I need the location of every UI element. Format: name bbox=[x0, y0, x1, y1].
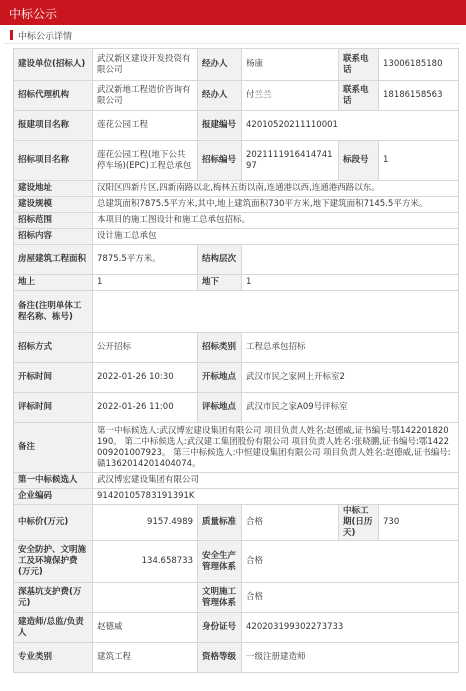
cell-label: 结构层次 bbox=[198, 245, 242, 275]
cell-label: 地下 bbox=[198, 275, 242, 291]
cell-value: 一级注册建造师 bbox=[242, 643, 459, 673]
cell-value: 第一中标候选人:武汉博宏建设集团有限公司 项目负责人姓名:赵德威,证书编号:鄂142201820190。 第二中标候选人:武汉建工集团股份有限公司 项目负责人姓名:张晓鹏,证书编号:鄂1422009201007923。 第三中标候选人:中恒建设集团有限公司 项目负责人姓名:赵德威,证书编号:赣1362014201404074。 bbox=[93, 423, 459, 473]
cell-label: 标段号 bbox=[339, 141, 379, 181]
cell-label: 开标地点 bbox=[198, 363, 242, 393]
cell-value: 武汉新地工程造价咨询有限公司 bbox=[93, 81, 198, 111]
table-row bbox=[14, 423, 459, 473]
cell-value: 7875.5平方米。 bbox=[93, 245, 198, 275]
table-row bbox=[14, 275, 459, 291]
cell-value: 13006185180 bbox=[379, 49, 459, 81]
cell-value: 建筑工程 bbox=[93, 643, 198, 673]
cell-label: 地上 bbox=[14, 275, 93, 291]
table-row bbox=[14, 643, 459, 673]
cell-value: 本项目的施工图设计和施工总承包招标。 bbox=[93, 213, 459, 229]
cell-label: 招标编号 bbox=[198, 141, 242, 181]
cell-label: 质量标准 bbox=[198, 505, 242, 541]
cell-value: 武汉博宏建设集团有限公司 bbox=[93, 473, 459, 489]
table-row bbox=[14, 333, 459, 363]
table-row bbox=[14, 363, 459, 393]
cell-label: 评标时间 bbox=[14, 393, 93, 423]
table-row bbox=[14, 473, 459, 489]
cell-label: 安全生产管理体系 bbox=[198, 541, 242, 583]
cell-label: 备注(注明单体工程名称、栋号) bbox=[14, 291, 93, 333]
table-row bbox=[14, 141, 459, 181]
table-row bbox=[14, 583, 459, 613]
cell-label: 报建项目名称 bbox=[14, 111, 93, 141]
cell-label: 深基坑支护费(万元) bbox=[14, 583, 93, 613]
cell-label: 建造师/总监/负责人 bbox=[14, 613, 93, 643]
table-row bbox=[14, 181, 459, 197]
cell-label: 招标范围 bbox=[14, 213, 93, 229]
cell-label: 招标内容 bbox=[14, 229, 93, 245]
award-detail-table bbox=[13, 48, 459, 673]
cell-value: 合格 bbox=[242, 505, 339, 541]
cell-label: 建设单位(招标人) bbox=[14, 49, 93, 81]
divider bbox=[4, 43, 460, 44]
cell-label: 联系电话 bbox=[339, 49, 379, 81]
cell-value: 莲花公园工程 bbox=[93, 111, 198, 141]
cell-label: 招标类别 bbox=[198, 333, 242, 363]
cell-value: 合格 bbox=[242, 541, 459, 583]
cell-label: 经办人 bbox=[198, 81, 242, 111]
page-title: 中标公示 bbox=[9, 7, 58, 21]
cell-label: 报建编号 bbox=[198, 111, 242, 141]
table-row bbox=[14, 49, 459, 81]
section-header bbox=[4, 28, 460, 42]
cell-value bbox=[93, 291, 459, 333]
cell-value: 202111191641474197 bbox=[242, 141, 339, 181]
table-row bbox=[14, 505, 459, 541]
cell-label: 建设规模 bbox=[14, 197, 93, 213]
cell-value bbox=[242, 245, 459, 275]
cell-value: 公开招标 bbox=[93, 333, 198, 363]
cell-value: 武汉市民之家网上开标室2 bbox=[242, 363, 459, 393]
cell-label: 招标项目名称 bbox=[14, 141, 93, 181]
cell-label: 经办人 bbox=[198, 49, 242, 81]
cell-label: 招标方式 bbox=[14, 333, 93, 363]
cell-value: 汉阳区四新片区,四新南路以北,梅林五街以南,连通港以西,连通港西路以东。 bbox=[93, 181, 459, 197]
cell-value: 9157.4989 bbox=[93, 505, 198, 541]
table-row bbox=[14, 111, 459, 141]
cell-value: 工程总承包招标 bbox=[242, 333, 459, 363]
table-row bbox=[14, 393, 459, 423]
cell-value: 2022-01-26 11:00 bbox=[93, 393, 198, 423]
cell-label: 中标价(万元) bbox=[14, 505, 93, 541]
cell-label: 招标代理机构 bbox=[14, 81, 93, 111]
cell-value: 赵德威 bbox=[93, 613, 198, 643]
cell-value: 134.658733 bbox=[93, 541, 198, 583]
table-row bbox=[14, 197, 459, 213]
cell-label: 房屋建筑工程面积 bbox=[14, 245, 93, 275]
cell-value: 42010520211110001 bbox=[242, 111, 459, 141]
table-row bbox=[14, 489, 459, 505]
cell-value: 1 bbox=[379, 141, 459, 181]
table-row bbox=[14, 245, 459, 275]
cell-label: 安全防护、文明施工及环境保护费(万元) bbox=[14, 541, 93, 583]
cell-value: 1 bbox=[93, 275, 198, 291]
cell-label: 中标工期(日历天) bbox=[339, 505, 379, 541]
table-row bbox=[14, 213, 459, 229]
cell-label: 文明施工管理体系 bbox=[198, 583, 242, 613]
cell-value: 设计施工总承包 bbox=[93, 229, 459, 245]
cell-value: 18186158563 bbox=[379, 81, 459, 111]
table-row bbox=[14, 613, 459, 643]
table-row bbox=[14, 541, 459, 583]
cell-label: 企业编码 bbox=[14, 489, 93, 505]
cell-label: 备注 bbox=[14, 423, 93, 473]
cell-value: 420203199302273733 bbox=[242, 613, 459, 643]
cell-label: 第一中标候选人 bbox=[14, 473, 93, 489]
cell-value: 总建筑面积7875.5平方米,其中,地上建筑面积730平方米,地下建筑面积7145.5平方米。 bbox=[93, 197, 459, 213]
cell-value: 莲花公园工程(地下公共停车场)(EPC)工程总承包 bbox=[93, 141, 198, 181]
cell-value: 1 bbox=[242, 275, 459, 291]
page-header bbox=[0, 0, 466, 25]
cell-value bbox=[93, 583, 198, 613]
section-title: 中标公示详情 bbox=[18, 32, 73, 42]
table-row bbox=[14, 291, 459, 333]
cell-value: 合格 bbox=[242, 583, 459, 613]
table-row bbox=[14, 229, 459, 245]
cell-label: 联系电话 bbox=[339, 81, 379, 111]
table-row bbox=[14, 81, 459, 111]
cell-value: 武汉新区建设开发投资有限公司 bbox=[93, 49, 198, 81]
cell-label: 资格等级 bbox=[198, 643, 242, 673]
cell-value: 730 bbox=[379, 505, 459, 541]
cell-value: 2022-01-26 10:30 bbox=[93, 363, 198, 393]
section-marker bbox=[10, 30, 13, 40]
cell-value: 武汉市民之家A09号评标室 bbox=[242, 393, 459, 423]
cell-label: 开标时间 bbox=[14, 363, 93, 393]
cell-label: 评标地点 bbox=[198, 393, 242, 423]
cell-label: 建设地址 bbox=[14, 181, 93, 197]
cell-label: 身份证号 bbox=[198, 613, 242, 643]
cell-value: 91420105783191391K bbox=[93, 489, 459, 505]
cell-value: 付兰兰 bbox=[242, 81, 339, 111]
cell-label: 专业类别 bbox=[14, 643, 93, 673]
cell-value: 杨康 bbox=[242, 49, 339, 81]
